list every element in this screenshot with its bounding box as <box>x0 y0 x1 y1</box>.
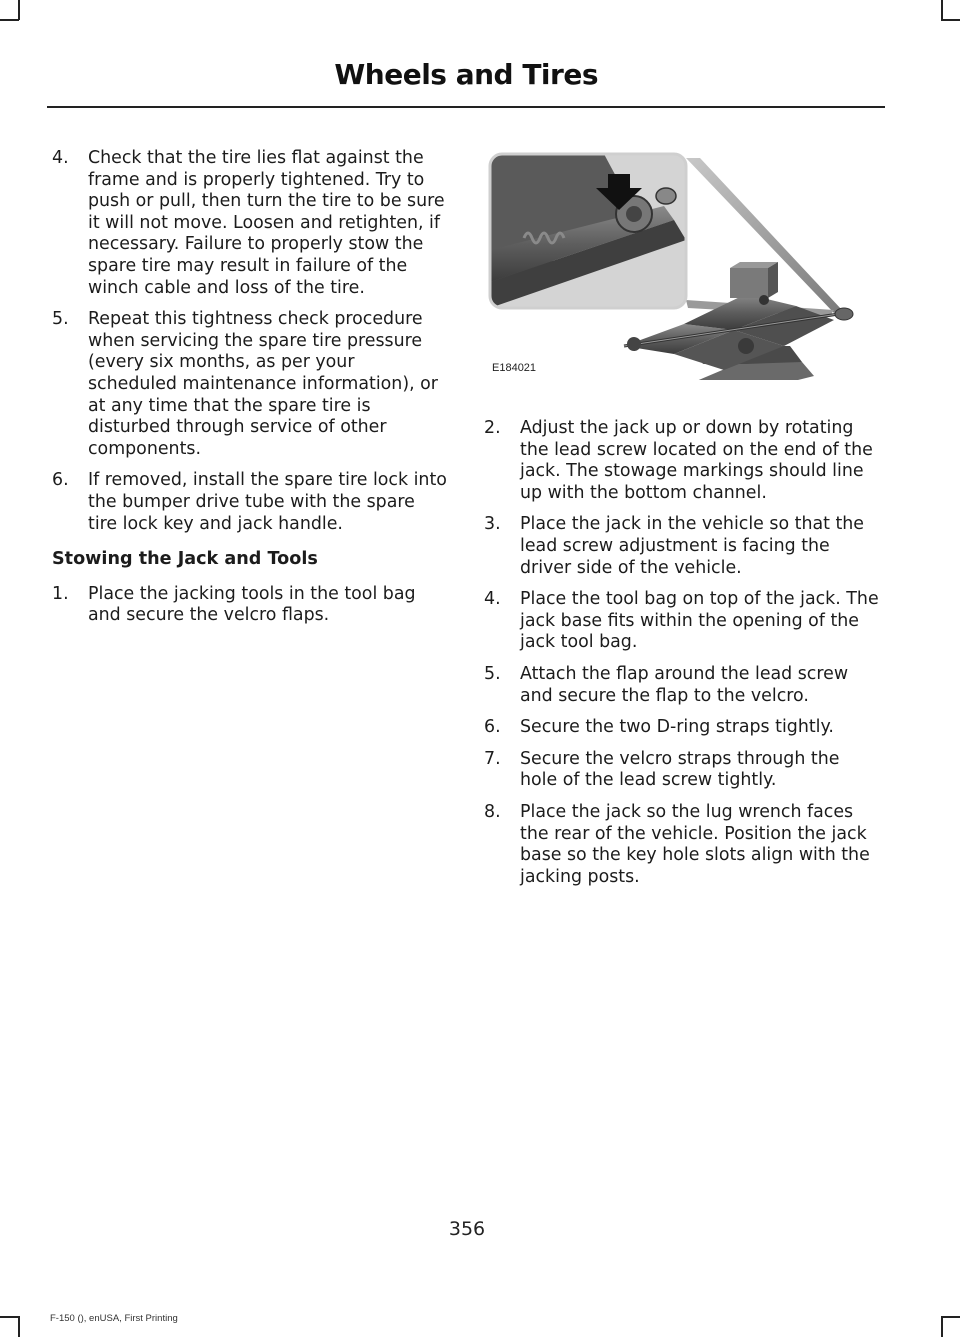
step-number: 6. <box>484 717 501 738</box>
page-title: Wheels and Tires <box>334 58 598 91</box>
step-text: Repeat this tightness check procedure when servicing the spare tire pressure (every six months, as per your scheduled maintenance information), or at any time that the spare tire is disturbed through service of other components. <box>88 309 438 459</box>
step-number: 6. <box>52 470 69 491</box>
list-item <box>484 802 882 888</box>
step-text: Place the jack in the vehicle so that the lead screw adjustment is facing the driver side of the vehicle. <box>520 514 865 578</box>
list-item <box>52 470 448 535</box>
crop-mark <box>941 1316 960 1318</box>
step-list <box>484 418 882 888</box>
list-item <box>484 749 882 792</box>
step-number: 4. <box>52 148 69 168</box>
step-list <box>52 148 448 535</box>
crop-mark <box>0 19 19 21</box>
crop-mark <box>941 19 960 21</box>
step-text: Attach the flap around the lead screw and secure the flap to the velcro. <box>520 663 849 706</box>
step-number: 7. <box>484 748 501 769</box>
section-heading: Stowing the Jack and Tools <box>52 549 318 570</box>
step-list <box>52 584 448 627</box>
list-item <box>52 309 448 460</box>
list-item <box>484 717 882 739</box>
list-item <box>484 664 882 707</box>
step-text: Secure the velcro straps through the hole of the lead screw tightly. <box>520 748 840 791</box>
page-number: 356 <box>448 1218 486 1240</box>
step-text: Check that the tire lies flat against the frame and is properly tightened. Try to push or pull, then turn the tire to be sure it will not move. Loosen and retighten, if necessary. Failure to properly stow the spare tire may result in failure of the winch cable and loss of the tire. <box>88 148 445 298</box>
crop-mark <box>941 1316 943 1337</box>
step-number: 5. <box>52 309 69 330</box>
step-number: 5. <box>484 663 501 684</box>
step-number: 3. <box>484 514 501 535</box>
step-number: 4. <box>484 589 501 610</box>
crop-mark <box>18 0 20 20</box>
crop-mark <box>0 1316 19 1318</box>
step-text: If removed, install the spare tire lock into the bumper drive tube with the spare tire lock key and jack handle. <box>88 470 447 534</box>
step-text: Place the jack so the lug wrench faces the rear of the vehicle. Position the jack base so the key hole slots align with the jacking posts. <box>520 801 870 887</box>
header-divider <box>47 106 885 108</box>
step-text: Place the tool bag on top of the jack. The jack base fits within the opening of the jack tool bag. <box>520 589 879 653</box>
crop-mark <box>941 0 943 20</box>
crop-mark <box>18 1316 20 1337</box>
list-item <box>52 584 448 627</box>
list-item <box>484 589 882 654</box>
step-number: 1. <box>52 583 69 604</box>
left-column <box>52 148 448 637</box>
list-item <box>52 148 448 299</box>
zoom-inset <box>490 154 686 308</box>
edition-footer: F-150 (), enUSA, First Printing <box>50 1313 178 1324</box>
step-text: Adjust the jack up or down by rotating the lead screw located on the end of the jack. The stowage markings should line up with the bottom channel. <box>520 418 873 503</box>
step-text: Secure the two D-ring straps tightly. <box>520 717 834 738</box>
list-item <box>484 514 882 579</box>
step-number: 8. <box>484 801 501 822</box>
step-number: 2. <box>484 418 501 438</box>
figure-code: E184021 <box>492 362 537 374</box>
jack-illustration <box>484 150 884 380</box>
right-column <box>484 418 882 898</box>
list-item <box>484 418 882 504</box>
step-text: Place the jacking tools in the tool bag and secure the velcro flaps. <box>88 583 416 626</box>
